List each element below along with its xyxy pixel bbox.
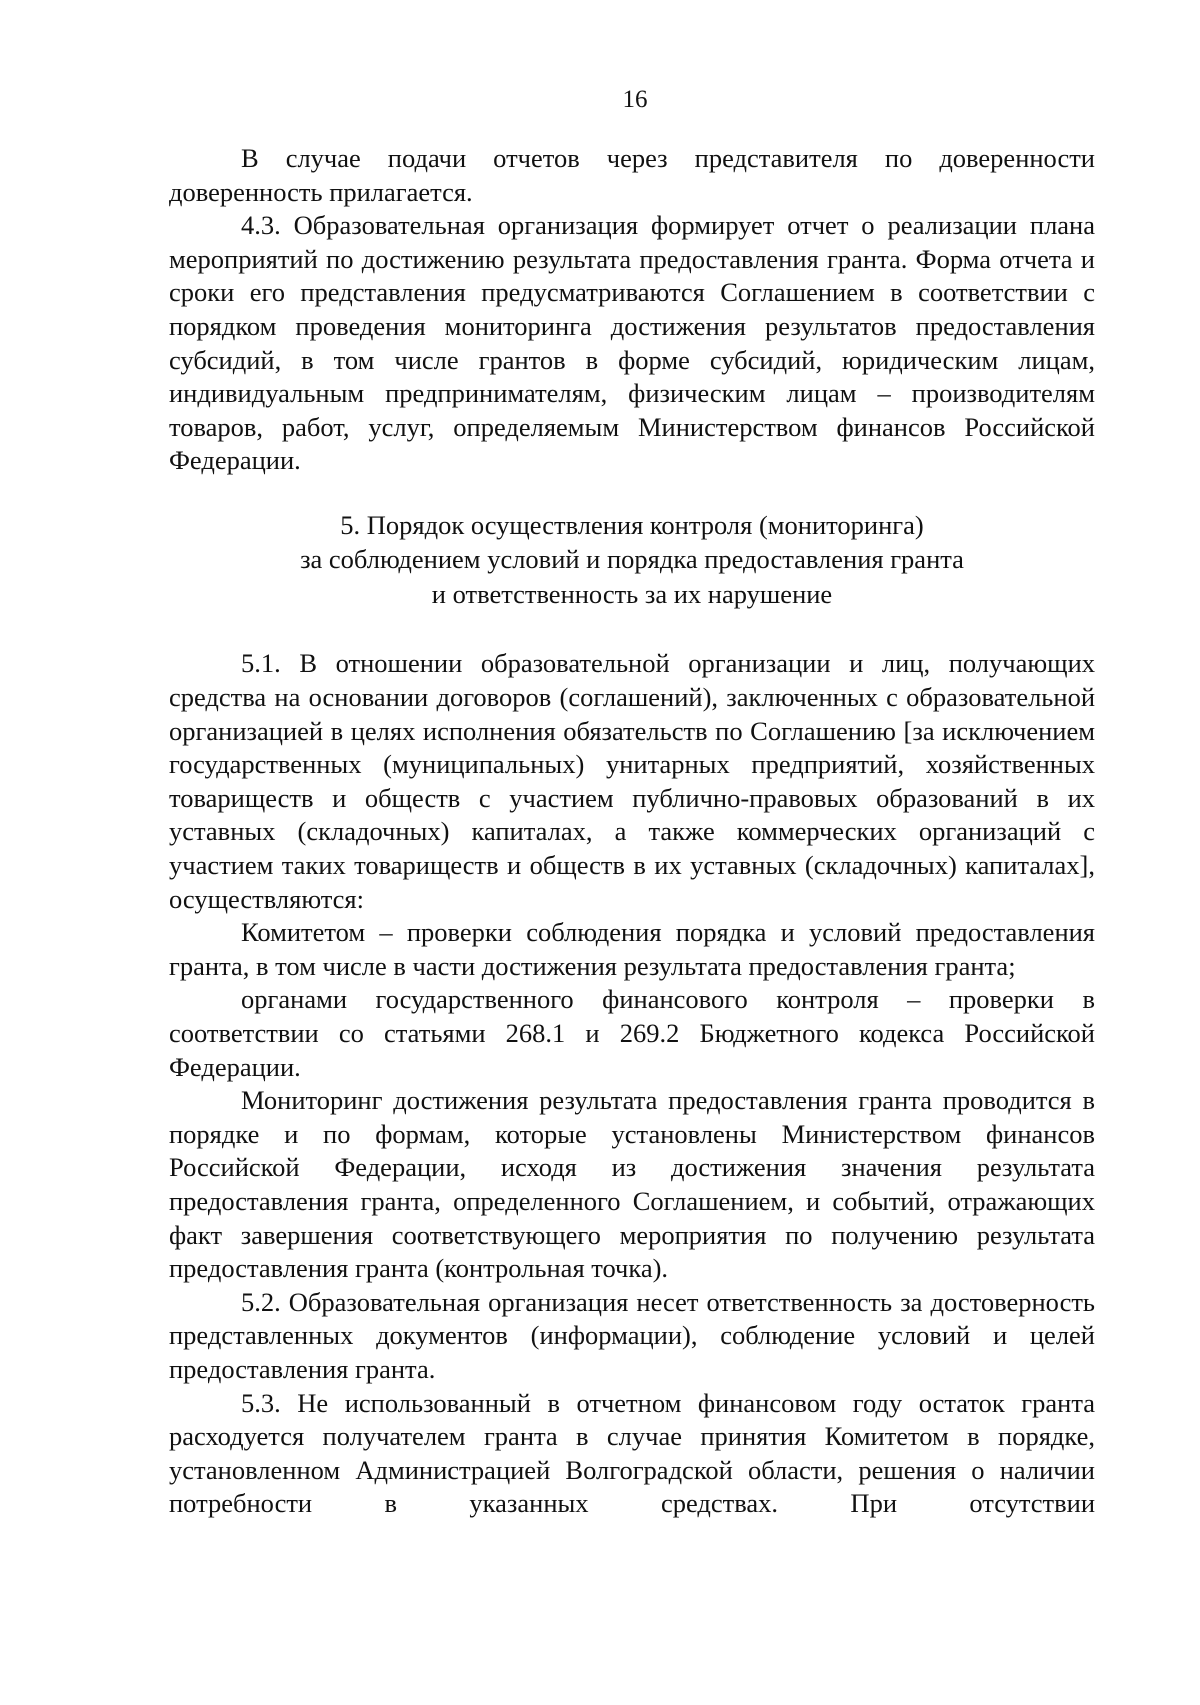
paragraph-5-2: 5.2. Образовательная организация несет ответственность за достоверность представленных документов (информации), соблюдение условий и целей предоставления гранта. [169, 1286, 1095, 1384]
section-5-heading-line-3: и ответственность за их нарушение [431, 578, 833, 609]
paragraph-4-3: 4.3. Образовательная организация формирует отчет о реализации плана мероприятий по достижению результата предоставления гранта. Форма отчета и сроки его представления предусматриваются Соглашением в соответствии с порядком проведения мониторинга достижения результатов предоставления субсидий, в том числе грантов в форме субсидий, юридическим лицам, индивидуальным предпринимателям, физическим лицам – производителям товаров, работ, услуг, определяемым Министерством финансов Российской Федерации. [169, 210, 1095, 476]
paragraph-financial-control-checks: органами государственного финансового контроля – проверки в соответствии со статьями 268.1 и 269.2 Бюджетного кодекса Российской Федерации. [169, 984, 1095, 1082]
section-5-heading-line-2: за соблюдением условий и порядка предоставления гранта [300, 544, 964, 575]
paragraph-5-3: 5.3. Не использованный в отчетном финансовом году остаток гранта расходуется получателем гранта в случае принятия Комитетом в порядке, установленном Администрацией Волгоградской области, решения о наличии потребности в указанных средствах. При отсутствии [169, 1387, 1095, 1519]
paragraph-committee-checks: Комитетом – проверки соблюдения порядка и условий предоставления гранта, в том числе в части достижения результата предоставления гранта; [169, 917, 1095, 981]
section-5-heading [169, 508, 1095, 612]
page-number: 16 [622, 86, 648, 113]
document-body [169, 142, 1095, 1521]
paragraph-monitoring: Мониторинг достижения результата предоставления гранта проводится в порядке и по формам, которые установлены Министерством финансов Российской Федерации, исходя из достижения значения результата предоставления гранта, определенного Соглашением, и событий, отражающих факт завершения соответствующего мероприятия по получению результата предоставления гранта (контрольная точка). [169, 1085, 1095, 1284]
section-5-heading-line-1: 5. Порядок осуществления контроля (мониторинга) [340, 509, 924, 540]
paragraph-power-of-attorney: В случае подачи отчетов через представителя по доверенности доверенность прилагается. [169, 143, 1095, 207]
paragraph-5-1: 5.1. В отношении образовательной организации и лиц, получающих средства на основании договоров (соглашений), заключенных с образовательной организацией в целях исполнения обязательств по Соглашению [за исключением государственных (муниципальных) унитарных предприятий, хозяйственных товариществ и обществ с участием публично-правовых образований в их уставных (складочных) капиталах, а также коммерческих организаций с участием таких товариществ и обществ в их уставных (складочных) капиталах], осуществляются: [169, 648, 1095, 914]
